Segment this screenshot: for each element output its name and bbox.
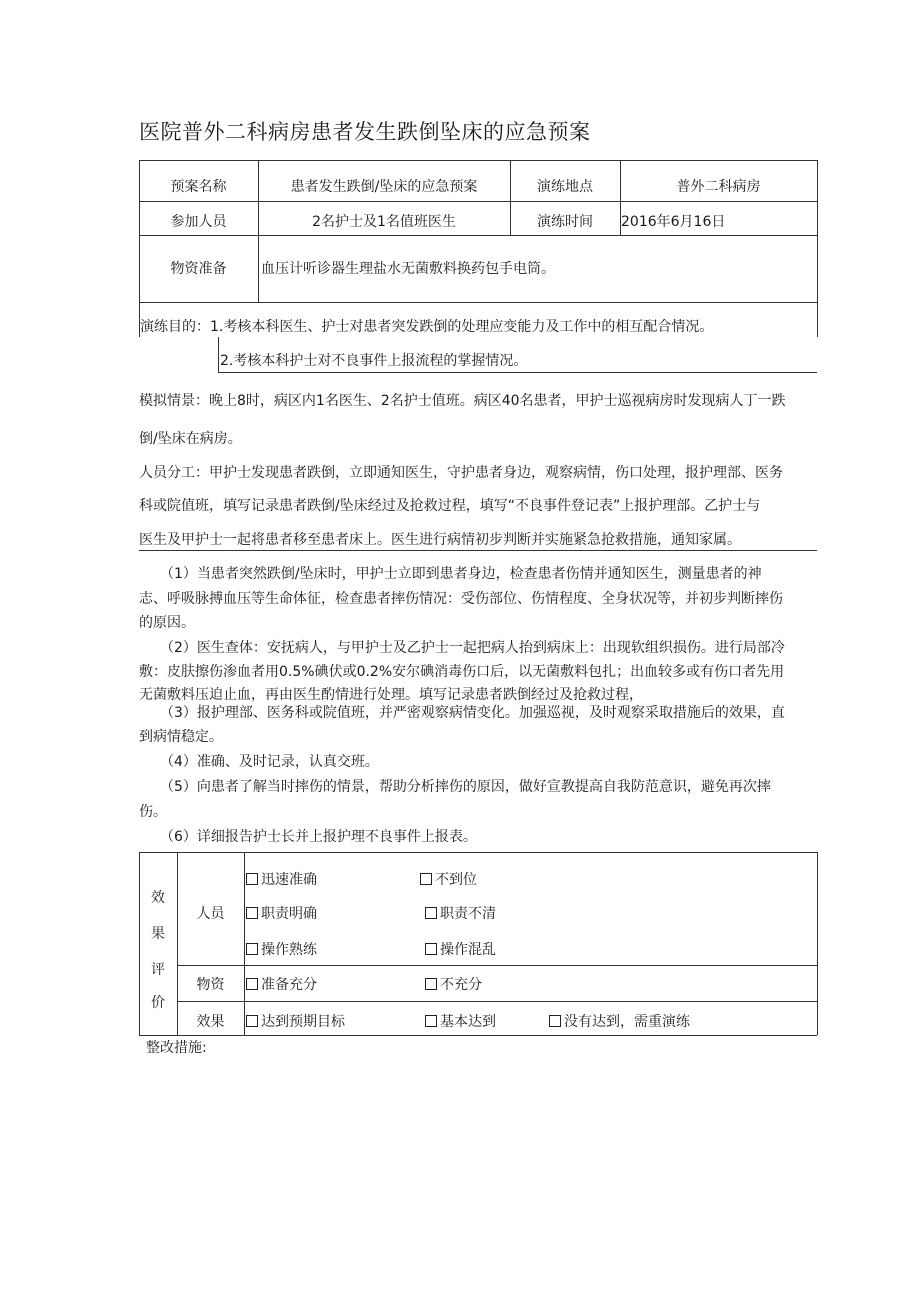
materials-label: 物资准备 — [170, 261, 227, 277]
step-3-line-2: 到病情稳定。 — [139, 729, 223, 745]
eval-row-divider — [177, 965, 817, 966]
section-divider — [139, 550, 817, 551]
page-title: 医院普外二科病房患者发生跌倒坠床的应急预案 — [139, 120, 591, 144]
option-goal-reached[interactable]: 达到预期目标 — [246, 1013, 345, 1031]
materials-eval-label: 物资 — [196, 977, 225, 993]
eval-col-divider — [177, 852, 178, 1035]
checkbox[interactable] — [246, 1015, 258, 1027]
step-1-line-2: 志、呼吸脉搏血压等生命体征，检查患者摔伤情况：受伤部位、伤情程度、全身状况等，并初步判断摔伤 — [139, 591, 783, 607]
goal-bottom-border — [218, 372, 817, 373]
participants-label: 参加人员 — [170, 214, 227, 230]
step-1-line-1: （1）当患者突然跌倒/坠床时，甲护士立即到患者身边，检查患者伤情并通知医生，测量患者的神 — [160, 566, 762, 582]
step-5-line-2: 伤。 — [139, 804, 167, 820]
step-4: （4）准确、及时记录，认真交班。 — [160, 754, 379, 770]
option-unclear-duties[interactable]: 职责不清 — [425, 905, 496, 923]
step-2-line-2: 敷：皮肤擦伤渗血者用0.5%碘伏或0.2%安尔碘消毒伤口后，以无菌敷料包扎；出血较多或有伤口者先用 — [139, 664, 785, 680]
eval-col-divider — [244, 852, 245, 1035]
table-row-divider — [139, 201, 817, 202]
eval-border-bottom — [139, 1035, 817, 1036]
plan-name-value: 患者发生跌倒/坠床的应急预案 — [290, 179, 478, 195]
option-basically-reached[interactable]: 基本达到 — [425, 1013, 496, 1031]
drill-goal-1: 演练目的：1.考核本科医生、护士对患者突发跌倒的处理应变能力及工作中的相互配合情况。 — [140, 319, 714, 335]
roles-line-3: 医生及甲护士一起将患者移至患者床上。医生进行病情初步判断并实施紧急抢救措施，通知家属。 — [139, 532, 741, 548]
checkbox[interactable] — [425, 943, 437, 955]
table-border-top — [139, 160, 817, 161]
option-insufficient[interactable]: 不充分 — [425, 976, 482, 994]
checkbox[interactable] — [246, 978, 258, 990]
checkbox[interactable] — [246, 907, 258, 919]
drill-goal-2: 2.考核本科护士对不良事件上报流程的掌握情况。 — [220, 353, 528, 369]
step-2-line-1: （2）医生查体：安抚病人，与甲护士及乙护士一起把病人抬到病床上：出现软组织损伤。进行局部冷 — [160, 640, 785, 656]
step-3-line-1: （3）报护理部、医务科或院值班，并严密观察病情变化。加强巡视，及时观察采取措施后的效果，直 — [160, 705, 785, 721]
eval-side-char: 评 — [151, 962, 165, 978]
time-value: 2016年6月16日 — [621, 214, 726, 230]
table-border-right — [817, 160, 818, 337]
option-fast-accurate[interactable]: 迅速准确 — [246, 871, 317, 889]
step-5-line-1: （5）向患者了解当时摔伤的情景，帮助分析摔伤的原因，做好宣教提高自我防范意识，避免再次摔 — [160, 779, 771, 795]
checkbox[interactable] — [425, 907, 437, 919]
checkbox[interactable] — [420, 873, 432, 885]
eval-side-char: 价 — [151, 995, 165, 1011]
step-2-line-3: 无菌敷料压迫止血，再由医生酌情进行处理。填写记录患者跌倒经过及抢救过程， — [139, 687, 643, 703]
eval-side-char: 果 — [151, 926, 165, 942]
effect-label: 效果 — [196, 1014, 225, 1030]
time-label: 演练时间 — [537, 214, 593, 230]
option-chaotic-operation[interactable]: 操作混乱 — [425, 941, 496, 959]
checkbox[interactable] — [246, 943, 258, 955]
roles-line-1: 人员分工：甲护士发现患者跌倒，立即通知医生，守护患者身边，观察病情，伤口处理，报护理部、医务 — [139, 465, 783, 481]
roles-line-2: 科或院值班，填写记录患者跌倒/坠床经过及抢救过程，填写“不良事件登记表”上报护理部。乙护士与 — [139, 498, 761, 514]
scenario-line-1: 模拟情景：晚上8时，病区内1名医生、2名护士值班。病区40名患者，甲护士巡视病房时发现病人丁一跌 — [139, 393, 786, 409]
location-label: 演练地点 — [537, 179, 593, 195]
location-value: 普外二科病房 — [676, 179, 761, 195]
checkbox[interactable] — [425, 1015, 437, 1027]
eval-border-top — [139, 852, 817, 853]
checkbox[interactable] — [246, 873, 258, 885]
option-not-reached[interactable]: 没有达到，需重演练 — [549, 1013, 690, 1031]
option-clear-duties[interactable]: 职责明确 — [246, 905, 317, 923]
rectification-label: 整改措施: — [146, 1040, 207, 1056]
eval-row-divider — [177, 1001, 817, 1002]
plan-name-label: 预案名称 — [170, 179, 227, 195]
option-not-in-place[interactable]: 不到位 — [420, 871, 477, 889]
table-row-divider — [139, 302, 817, 303]
step-6: （6）详细报告护士长并上报护理不良事件上报表。 — [160, 829, 477, 845]
eval-border-left — [139, 852, 140, 1035]
eval-side-char: 效 — [151, 890, 165, 906]
checkbox[interactable] — [425, 978, 437, 990]
table-row-divider — [139, 235, 817, 236]
goal-line-divider — [218, 337, 219, 372]
option-skilled-operation[interactable]: 操作熟练 — [246, 941, 317, 959]
materials-value: 血压计听诊器生理盐水无菌敷料换药包手电筒。 — [261, 261, 555, 277]
personnel-label: 人员 — [196, 906, 225, 922]
option-well-prepared[interactable]: 准备充分 — [246, 976, 317, 994]
scenario-line-2: 倒/坠床在病房。 — [139, 431, 242, 447]
step-1-line-3: 的原因。 — [139, 615, 195, 631]
checkbox[interactable] — [549, 1015, 561, 1027]
eval-border-right — [817, 852, 818, 1035]
participants-value: 2名护士及1名值班医生 — [312, 214, 456, 230]
